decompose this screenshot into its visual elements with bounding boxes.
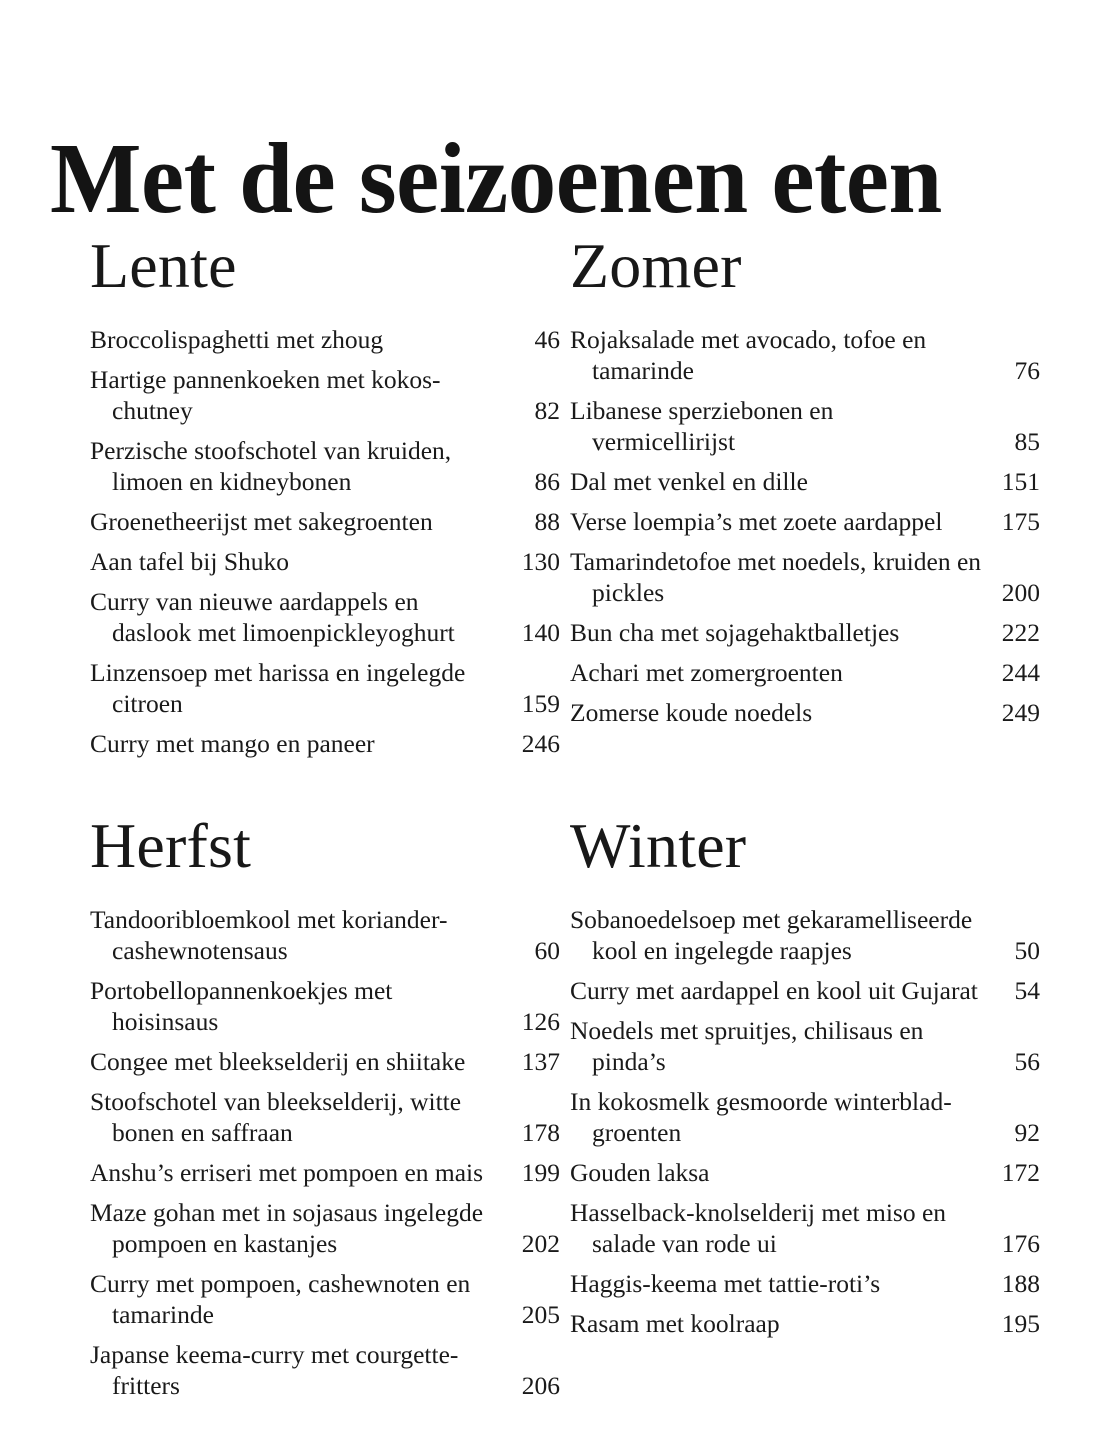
toc-entry[interactable] <box>570 617 1040 648</box>
entry-list-herfst <box>90 904 560 1401</box>
toc-entry[interactable] <box>90 728 560 759</box>
entry-page-number: 126 <box>521 1007 560 1036</box>
entry-page-number: 176 <box>1001 1229 1040 1258</box>
entry-page-number: 188 <box>1001 1269 1040 1298</box>
entry-page-number: 178 <box>521 1118 560 1147</box>
toc-entry[interactable] <box>90 904 560 966</box>
toc-entry[interactable] <box>570 697 1040 728</box>
toc-entry[interactable] <box>90 975 560 1037</box>
entry-title: Gouden laksa <box>570 1158 710 1187</box>
toc-entry[interactable] <box>90 546 560 577</box>
entry-page-number: 246 <box>521 729 560 758</box>
toc-entry[interactable] <box>570 1015 1040 1077</box>
entry-title: Noedels met spruitjes, chilisaus en pinda’s <box>570 1016 924 1076</box>
entry-page-number: 249 <box>1001 698 1040 727</box>
season-heading-winter: Winter <box>570 810 747 881</box>
toc-entry[interactable] <box>570 324 1040 386</box>
season-block-herfst <box>90 768 560 1410</box>
entry-title: Libanese sperziebonen en vermicellirijst <box>570 396 834 456</box>
toc-entry[interactable] <box>570 1157 1040 1188</box>
toc-entry[interactable] <box>90 1086 560 1148</box>
entry-page-number: 85 <box>1014 427 1040 456</box>
entry-page-number: 137 <box>521 1047 560 1076</box>
entry-title: Linzensoep met harissa en ingelegde citroen <box>90 658 466 718</box>
entry-title: Tamarindetofoe met noedels, kruiden en pickles <box>570 547 982 607</box>
entry-page-number: 151 <box>1001 467 1040 496</box>
entry-title: Dal met venkel en dille <box>570 467 808 496</box>
entry-title: Curry van nieuwe aardappels en daslook met limoenpickleyoghurt <box>90 587 455 647</box>
entry-page-number: 56 <box>1014 1047 1040 1076</box>
entry-title: Hartige pannenkoeken met kokos-chutney <box>90 365 441 425</box>
entry-page-number: 222 <box>1001 618 1040 647</box>
entry-title: Tandooribloemkool met koriander-cashewnotensaus <box>90 905 448 965</box>
toc-entry[interactable] <box>570 975 1040 1006</box>
entry-page-number: 202 <box>521 1229 560 1258</box>
toc-entry[interactable] <box>90 1339 560 1401</box>
entry-title: Curry met pompoen, cashewnoten en tamarinde <box>90 1269 471 1329</box>
entry-title: Rasam met koolraap <box>570 1309 780 1338</box>
entry-page-number: 92 <box>1014 1118 1040 1147</box>
entry-page-number: 205 <box>521 1300 560 1329</box>
entry-title: Aan tafel bij Shuko <box>90 547 290 576</box>
entry-page-number: 60 <box>534 936 560 965</box>
entry-list-lente <box>90 324 560 759</box>
toc-entry[interactable] <box>570 904 1040 966</box>
entry-title: Hasselback-knolselderij met miso en salade van rode ui <box>570 1198 947 1258</box>
toc-entry[interactable] <box>570 1086 1040 1148</box>
entry-title: Groenetheerijst met sakegroenten <box>90 507 433 536</box>
entry-list-zomer <box>570 324 1040 728</box>
entry-title: Portobellopannenkoekjes met hoisinsaus <box>90 976 393 1036</box>
toc-entry[interactable] <box>570 466 1040 497</box>
entry-page-number: 82 <box>534 396 560 425</box>
entry-title: Sobanoedelsoep met gekaramelliseerde kool en ingelegde raapjes <box>570 905 973 965</box>
entry-title: Broccolispaghetti met zhoug <box>90 325 384 354</box>
entry-page-number: 199 <box>521 1158 560 1187</box>
entry-title: Bun cha met sojagehaktballetjes <box>570 618 900 647</box>
toc-entry[interactable] <box>90 1197 560 1259</box>
entry-page-number: 159 <box>521 689 560 718</box>
entry-page-number: 76 <box>1014 356 1040 385</box>
toc-entry[interactable] <box>570 506 1040 537</box>
toc-entry[interactable] <box>570 1268 1040 1299</box>
season-block-winter <box>570 768 1040 1410</box>
entry-page-number: 86 <box>534 467 560 496</box>
toc-entry[interactable] <box>90 435 560 497</box>
entry-title: In kokosmelk gesmoorde winterblad-groenten <box>570 1087 952 1147</box>
entry-title: Anshu’s erriseri met pompoen en mais <box>90 1158 484 1187</box>
toc-entry[interactable] <box>570 1197 1040 1259</box>
toc-entry[interactable] <box>570 657 1040 688</box>
season-heading-lente: Lente <box>90 230 237 301</box>
toc-entry[interactable] <box>570 546 1040 608</box>
entry-page-number: 130 <box>521 547 560 576</box>
entry-title: Achari met zomergroenten <box>570 658 843 687</box>
entry-title: Japanse keema-curry met courgette-fritters <box>90 1340 459 1400</box>
entry-title: Haggis-keema met tattie-roti’s <box>570 1269 881 1298</box>
entry-page-number: 46 <box>534 325 560 354</box>
toc-entry[interactable] <box>570 1308 1040 1339</box>
entry-page-number: 88 <box>534 507 560 536</box>
page-title: Met de seizoenen eten <box>50 121 942 234</box>
entry-title: Congee met bleekselderij en shiitake <box>90 1047 466 1076</box>
entry-title: Perzische stoofschotel van kruiden, limoen en kidneybonen <box>90 436 452 496</box>
entry-title: Maze gohan met in sojasaus ingelegde pompoen en kastanjes <box>90 1198 484 1258</box>
season-columns <box>0 230 1100 1410</box>
toc-entry[interactable] <box>90 364 560 426</box>
season-heading-herfst: Herfst <box>90 810 252 881</box>
entry-page-number: 54 <box>1014 976 1040 1005</box>
season-block-zomer <box>570 230 1040 768</box>
toc-entry[interactable] <box>90 586 560 648</box>
entry-title: Curry met aardappel en kool uit Gujarat <box>570 976 978 1005</box>
toc-entry[interactable] <box>570 395 1040 457</box>
entry-page-number: 140 <box>521 618 560 647</box>
entry-page-number: 50 <box>1014 936 1040 965</box>
toc-entry[interactable] <box>90 1268 560 1330</box>
entry-page-number: 244 <box>1001 658 1040 687</box>
toc-entry[interactable] <box>90 657 560 719</box>
entry-title: Verse loempia’s met zoete aardappel <box>570 507 943 536</box>
toc-entry[interactable] <box>90 324 560 355</box>
entry-title: Curry met mango en paneer <box>90 729 375 758</box>
entry-page-number: 195 <box>1001 1309 1040 1338</box>
entry-title: Stoofschotel van bleekselderij, witte bonen en saffraan <box>90 1087 462 1147</box>
entry-title: Rojaksalade met avocado, tofoe en tamarinde <box>570 325 927 385</box>
entry-list-winter <box>570 904 1040 1339</box>
toc-entry[interactable] <box>90 1157 560 1188</box>
entry-page-number: 175 <box>1001 507 1040 536</box>
entry-page-number: 200 <box>1001 578 1040 607</box>
entry-page-number: 206 <box>521 1371 560 1400</box>
entry-title: Zomerse koude noedels <box>570 698 813 727</box>
season-block-lente <box>90 230 560 768</box>
season-heading-zomer: Zomer <box>570 230 742 301</box>
toc-entry[interactable] <box>90 1046 560 1077</box>
toc-entry[interactable] <box>90 506 560 537</box>
entry-page-number: 172 <box>1001 1158 1040 1187</box>
